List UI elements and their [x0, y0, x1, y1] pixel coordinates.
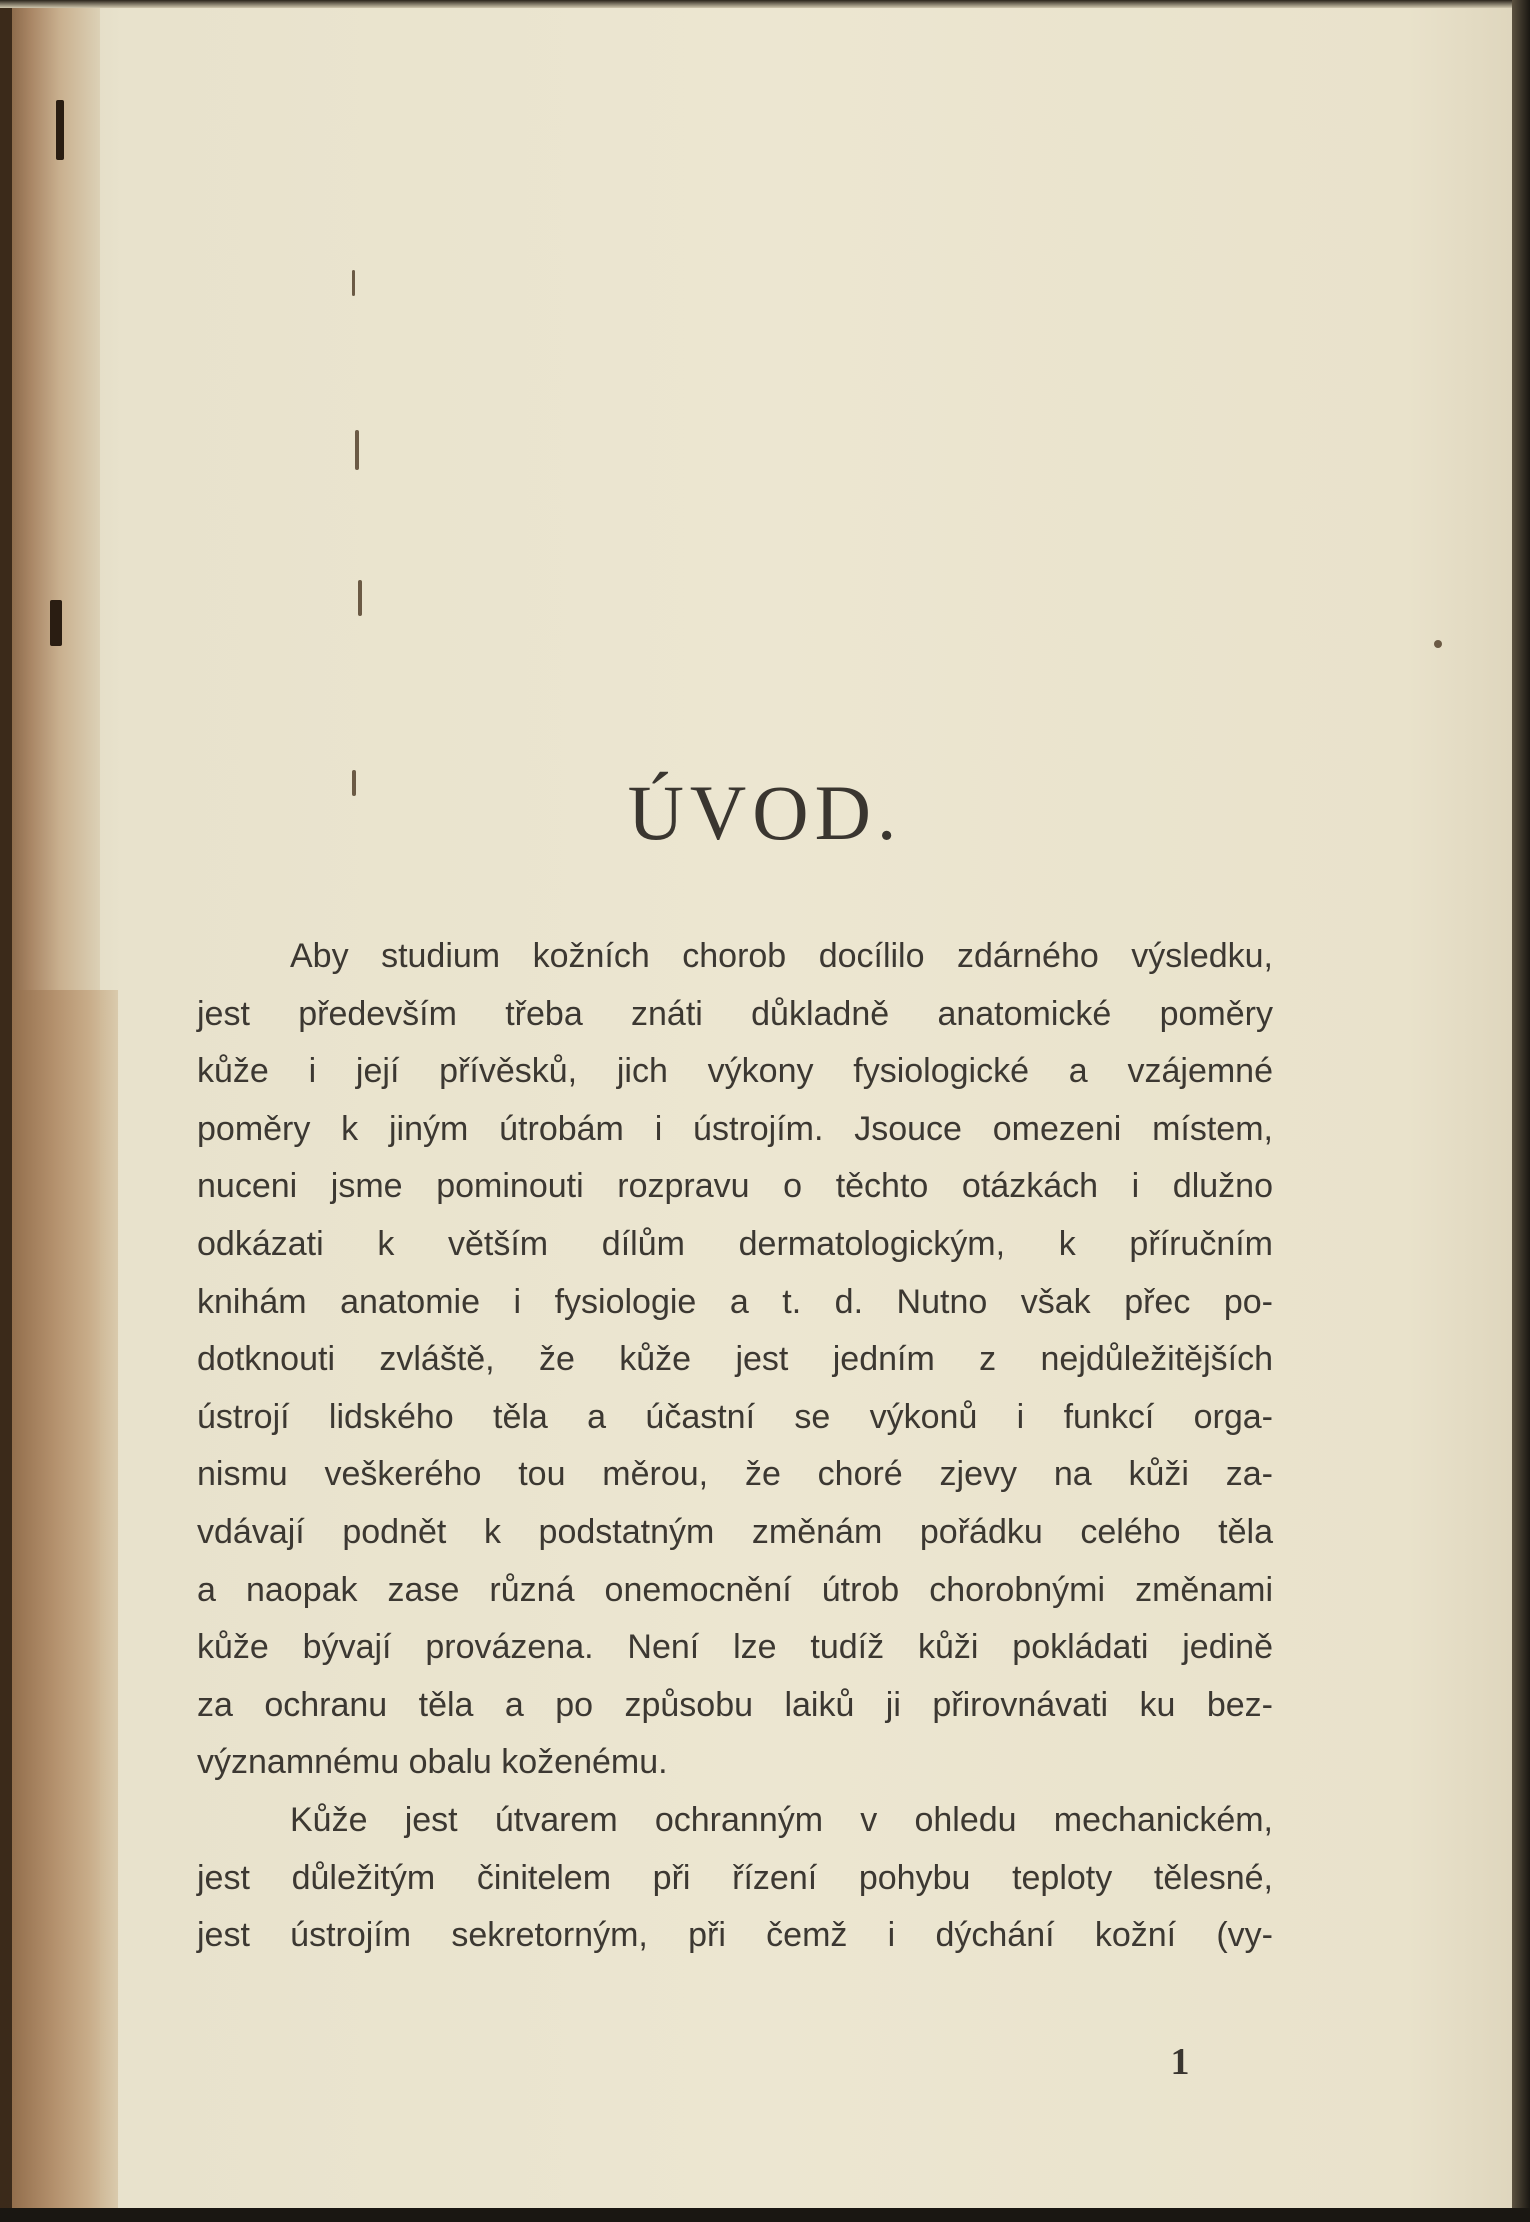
- chapter-heading: ÚVOD.: [627, 769, 903, 856]
- text-line: kůže i její přívěsků, jich výkony fysiologické a vzájemné: [197, 1052, 1273, 1091]
- ink-speck: [50, 600, 62, 646]
- ink-speck: [1434, 640, 1442, 648]
- text-line: dotknouti zvláště, že kůže jest jedním z nejdůležitějších: [197, 1340, 1273, 1379]
- page-bottom-edge: [0, 2208, 1530, 2222]
- spine-edge: [0, 0, 12, 2222]
- page-right-edge: [1512, 0, 1530, 2222]
- text-line: nismu veškerého tou měrou, že choré zjevy na kůži za-: [197, 1455, 1273, 1494]
- text-line: vdávají podnět k podstatným změnám pořádku celého těla: [197, 1512, 1273, 1551]
- text-line: poměry k jiným útrobám i ústrojím. Jsouce omezeni místem,: [197, 1109, 1273, 1148]
- text-line: nuceni jsme pominouti rozpravu o těchto otázkách i dlužno: [197, 1167, 1273, 1206]
- text-line: ústrojí lidského těla a účastní se výkonů i funkcí orga-: [197, 1397, 1273, 1436]
- binding-tape: [0, 990, 118, 2222]
- page-number: 1: [1170, 2041, 1190, 2083]
- text-line: jest ústrojím sekretorným, při čemž i dýchání kožní (vy-: [197, 1916, 1273, 1955]
- ink-speck: [358, 580, 362, 616]
- text-line: jest důležitým činitelem při řízení pohybu teploty tělesné,: [197, 1858, 1273, 1897]
- text-line: Kůže jest útvarem ochranným v ohledu mechanickém,: [290, 1800, 1273, 1839]
- text-line: odkázati k větším dílům dermatologickým, k příručním: [197, 1224, 1273, 1263]
- text-line: knihám anatomie i fysiologie a t. d. Nutno však přec po-: [197, 1282, 1273, 1321]
- ink-speck: [355, 430, 359, 470]
- paragraph: [197, 1792, 1273, 1965]
- text-line: za ochranu těla a po způsobu laiků ji přirovnávati ku bez-: [197, 1685, 1273, 1724]
- paragraph: [197, 928, 1273, 1792]
- text-line: kůže bývají provázena. Není lze tudíž kůži pokládati jedině: [197, 1628, 1273, 1667]
- body-text: [197, 928, 1273, 1965]
- text-line: Aby studium kožních chorob docílilo zdárného výsledku,: [290, 937, 1273, 975]
- ink-speck: [352, 270, 355, 296]
- text-line: významnému obalu koženému.: [197, 1743, 668, 1782]
- ink-speck: [56, 100, 64, 160]
- page-top-edge: [0, 0, 1530, 8]
- text-line: a naopak zase různá onemocnění útrob chorobnými změnami: [197, 1570, 1273, 1609]
- text-line: jest především třeba znáti důkladně anatomické poměry: [197, 994, 1273, 1033]
